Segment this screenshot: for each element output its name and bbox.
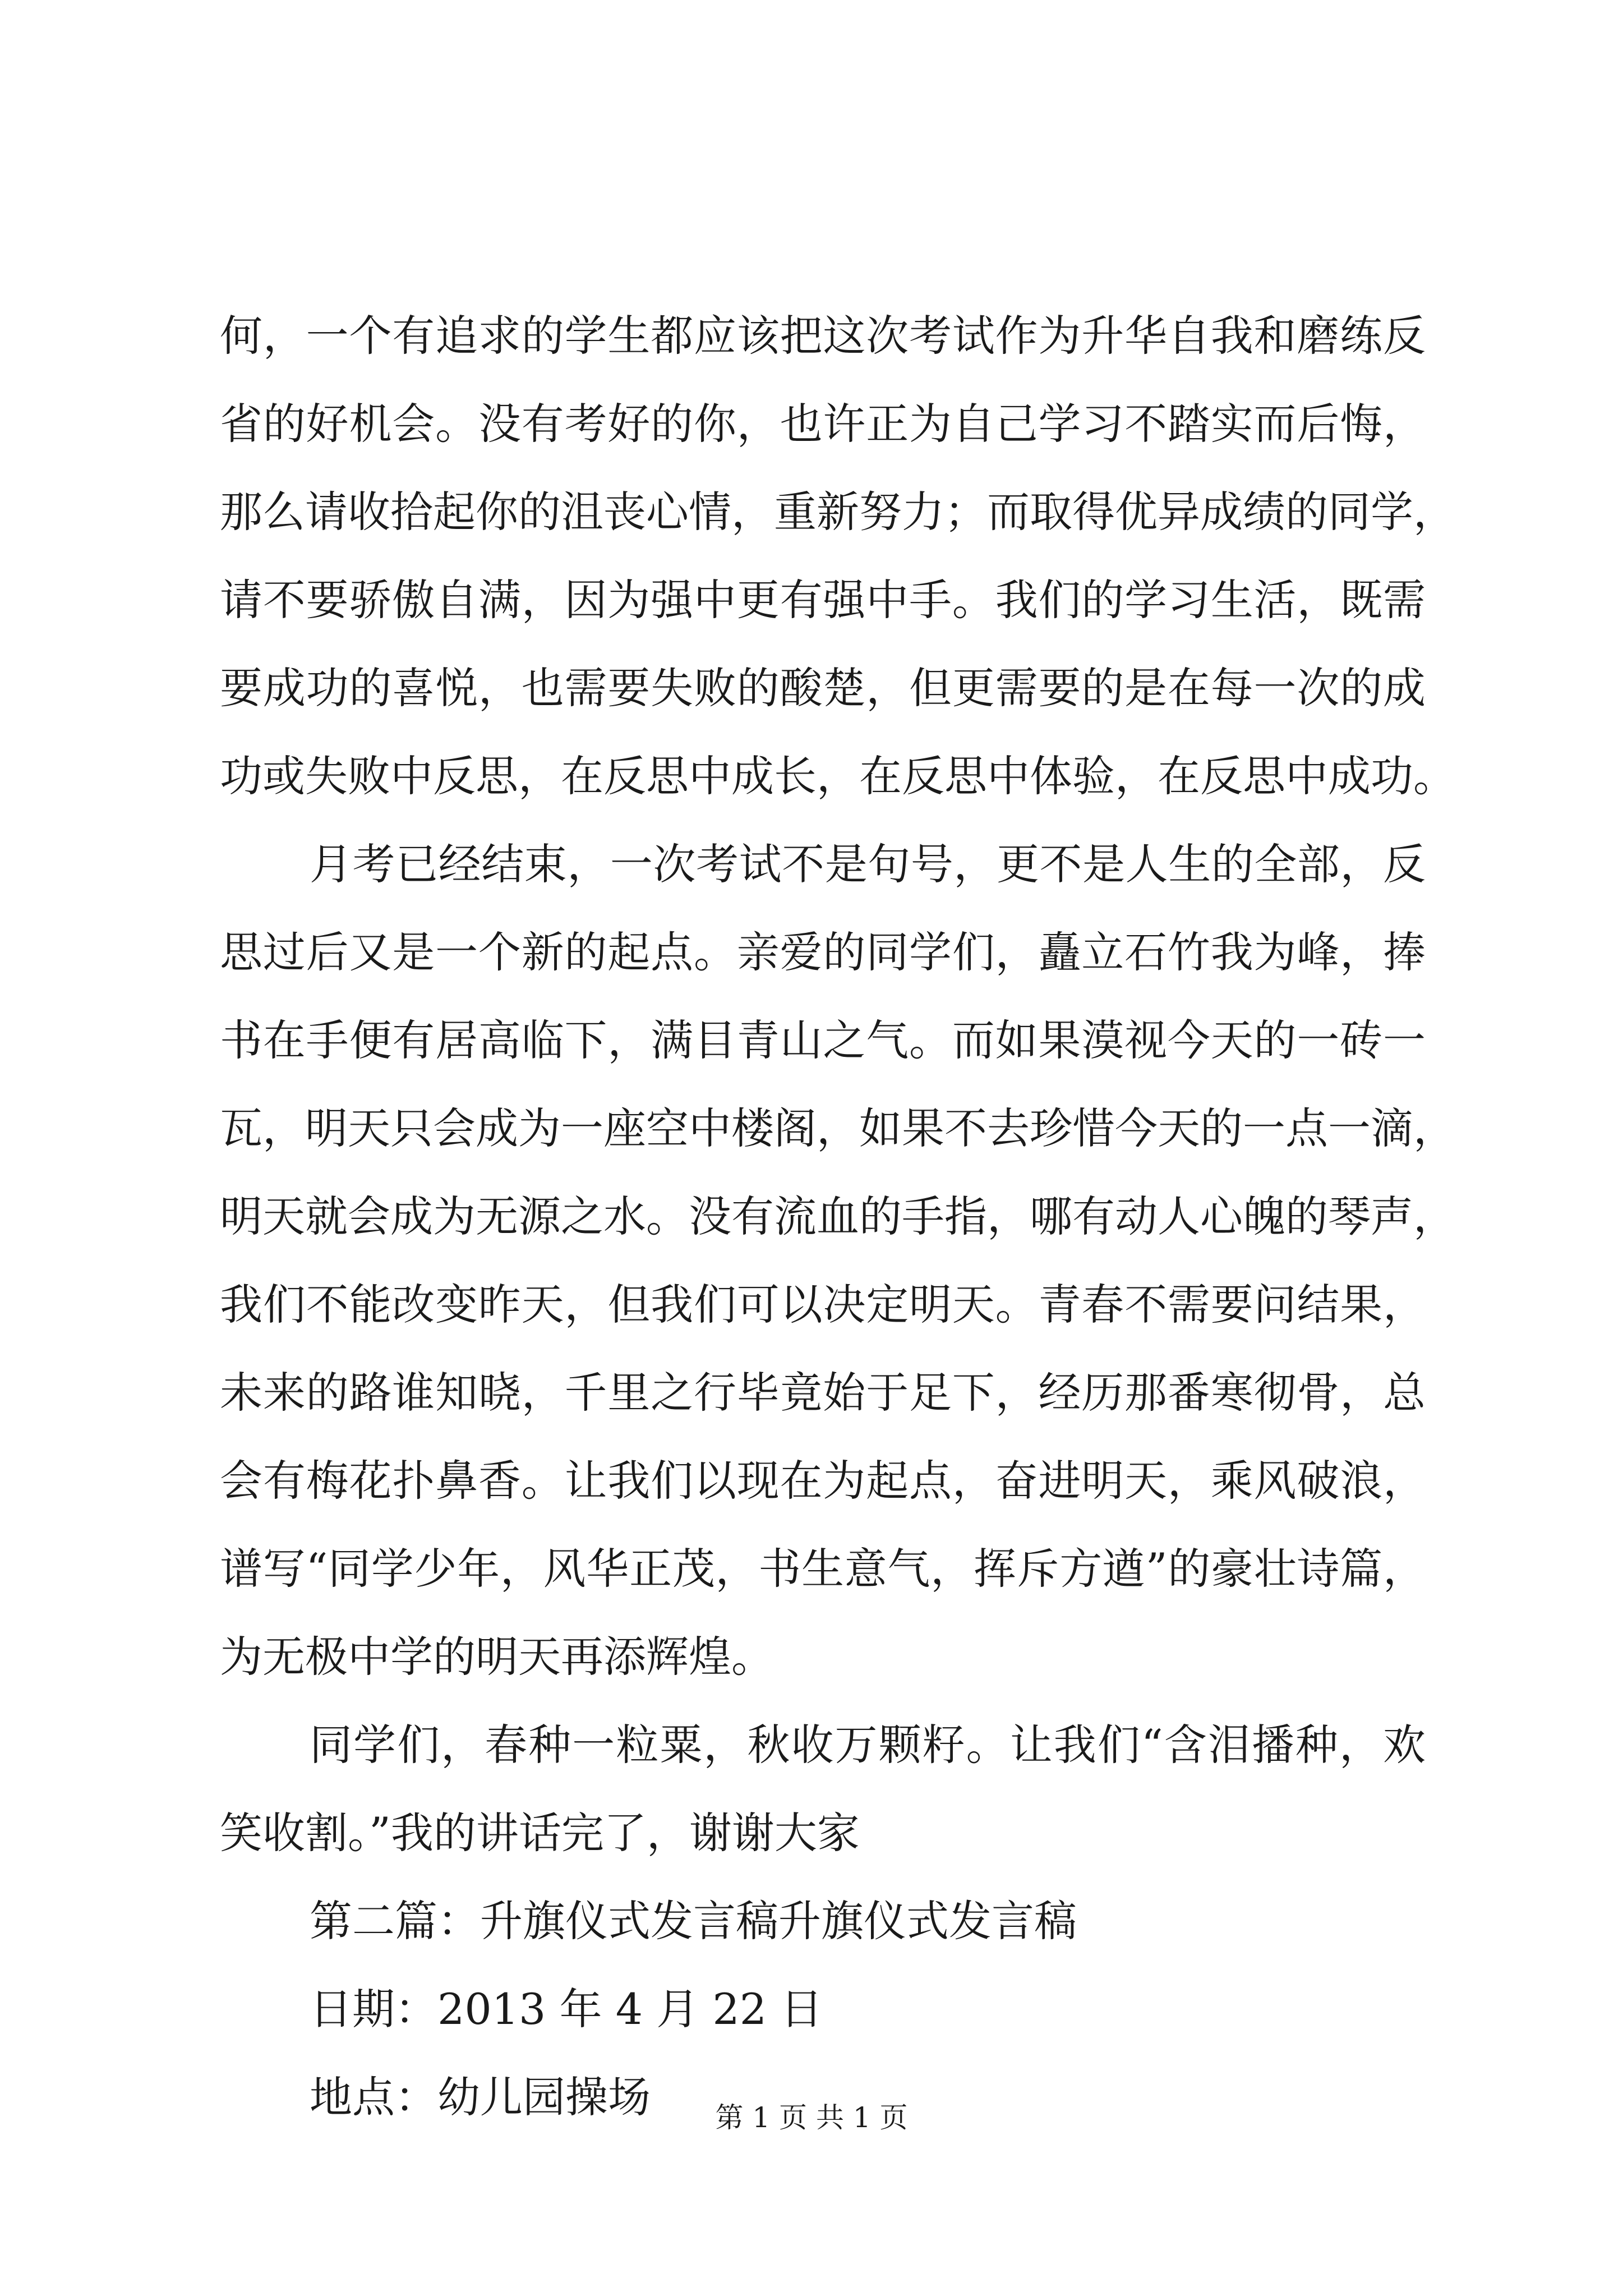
text-line: 书在手便有居高临下，满目青山之气。而如果漠视今天的一砖一	[220, 1015, 1426, 1065]
text-line: 笑收割。”我的讲话完了，谢谢大家	[220, 1808, 860, 1858]
heading-line: 第二篇：升旗仪式发言稿升旗仪式发言稿	[310, 1896, 1077, 1946]
text-line: 会有梅花扑鼻香。让我们以现在为起点，奋进明天，乘风破浪，	[220, 1456, 1426, 1506]
text-line: 未来的路谁知晓，千里之行毕竟始于足下，经历那番寒彻骨，总	[220, 1368, 1426, 1418]
text-line: 谱写“同学少年，风华正茂，书生意气，挥斥方遒”的豪壮诗篇，	[220, 1544, 1426, 1594]
text-line: 同学们，春种一粒粟，秋收万颗籽。让我们“含泪播种，欢	[310, 1720, 1426, 1770]
text-line: 瓦，明天只会成为一座空中楼阁，如果不去珍惜今天的一点一滴，	[220, 1103, 1456, 1153]
text-line: 思过后又是一个新的起点。亲爱的同学们，矗立石竹我为峰，捧	[220, 927, 1426, 977]
paragraph-3	[220, 1701, 1426, 1877]
paragraph-1	[220, 292, 1456, 820]
text-line: 地点：幼儿园操场	[310, 2072, 651, 2122]
text-line: 省的好机会。没有考好的你，也许正为自己学习不踏实而后悔，	[220, 399, 1426, 449]
text-line: 明天就会成为无源之水。没有流血的手指，哪有动人心魄的琴声，	[220, 1191, 1456, 1241]
text-line: 月考已经结束，一次考试不是句号，更不是人生的全部，反	[310, 839, 1426, 889]
text-line: 请不要骄傲自满，因为强中更有强中手。我们的学习生活，既需	[220, 575, 1426, 625]
text-line: 要成功的喜悦，也需要失败的酸楚，但更需要的是在每一次的成	[220, 663, 1426, 713]
paragraph-2	[220, 820, 1456, 1701]
page-footer	[0, 2101, 1623, 2134]
date-line	[220, 1965, 1426, 2053]
section-heading	[220, 1877, 1426, 1965]
text-line: 日期：2013 年 4 月 22 日	[310, 1984, 823, 2034]
text-line: 何，一个有追求的学生都应该把这次考试作为升华自我和磨练反	[220, 311, 1426, 361]
page-number: 第 1 页 共 1 页	[715, 2101, 908, 2134]
text-line: 功或失败中反思，在反思中成长，在反思中体验，在反思中成功。	[220, 751, 1456, 801]
document-body	[220, 292, 1456, 2141]
text-line: 那么请收拾起你的沮丧心情，重新努力；而取得优异成绩的同学，	[220, 487, 1456, 537]
text-line: 我们不能改变昨天，但我们可以决定明天。青春不需要问结果，	[220, 1280, 1426, 1329]
text-line: 为无极中学的明天再添辉煌。	[220, 1632, 774, 1682]
